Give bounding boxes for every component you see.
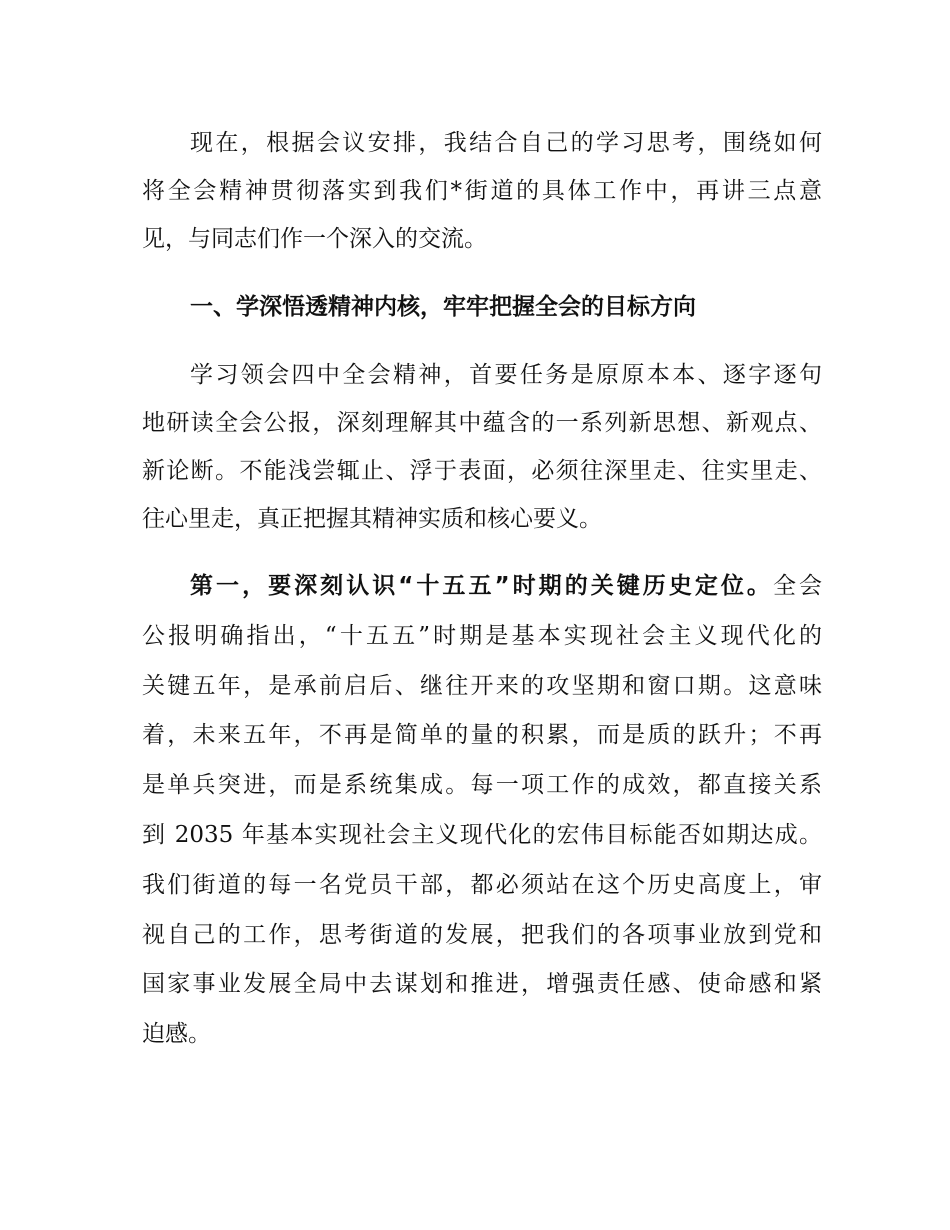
paragraph-intro [142,119,822,263]
text-line: 新论断。不能浅尝辄止、浮于表面，必须往深里走、往实里走、 [142,458,822,484]
text-line: 我们街道的每一名党员干部，都必须站在这个历史高度上，审 [142,871,822,898]
text-line: 见，与同志们作一个深入的交流。 [142,226,487,252]
text-line: 将全会精神贯彻落实到我们*街道的具体工作中，再讲三点意 [142,178,822,204]
paragraph-study [142,351,822,543]
text-line: 视自己的工作，思考街道的发展，把我们的各项事业放到党和 [142,921,822,948]
text-line: 现在，根据会议安排，我结合自己的学习思考，围绕如何 [190,130,822,156]
text-line: 迫感。 [142,1021,211,1048]
text-line: 是单兵突进，而是系统集成。每一项工作的成效，都直接关系 [142,772,822,799]
text-line [142,562,822,612]
text-line: 国家事业发展全局中去谋划和推进，增强责任感、使命感和紧 [142,971,822,998]
text-line: 地研读全会公报，深刻理解其中蕴含的一系列新思想、新观点、 [142,410,822,436]
point-lead-rest: 全会 [772,573,823,599]
section-heading: 一、学深悟透精神内核，牢牢把握全会的目标方向 [190,294,696,320]
text-line: 往心里走，真正把握其精神实质和核心要义。 [142,506,602,532]
text-line: 到 2035 年基本实现社会主义现代化的宏伟目标能否如期达成。 [142,821,822,848]
text-line: 学习领会四中全会精神，首要任务是原原本本、逐字逐句 [190,362,822,388]
text-line: 关键五年，是承前启后、继往开来的攻坚期和窗口期。这意味 [142,672,822,699]
paragraph-first-point [142,562,822,1060]
text-line: 公报明确指出，“十五五”时期是基本实现社会主义现代化的 [142,622,822,649]
point-lead-bold: 第一，要深刻认识“十五五”时期的关键历史定位。 [190,573,773,599]
text-line: 着，未来五年，不再是简单的量的积累，而是质的跃升；不再 [142,722,822,749]
